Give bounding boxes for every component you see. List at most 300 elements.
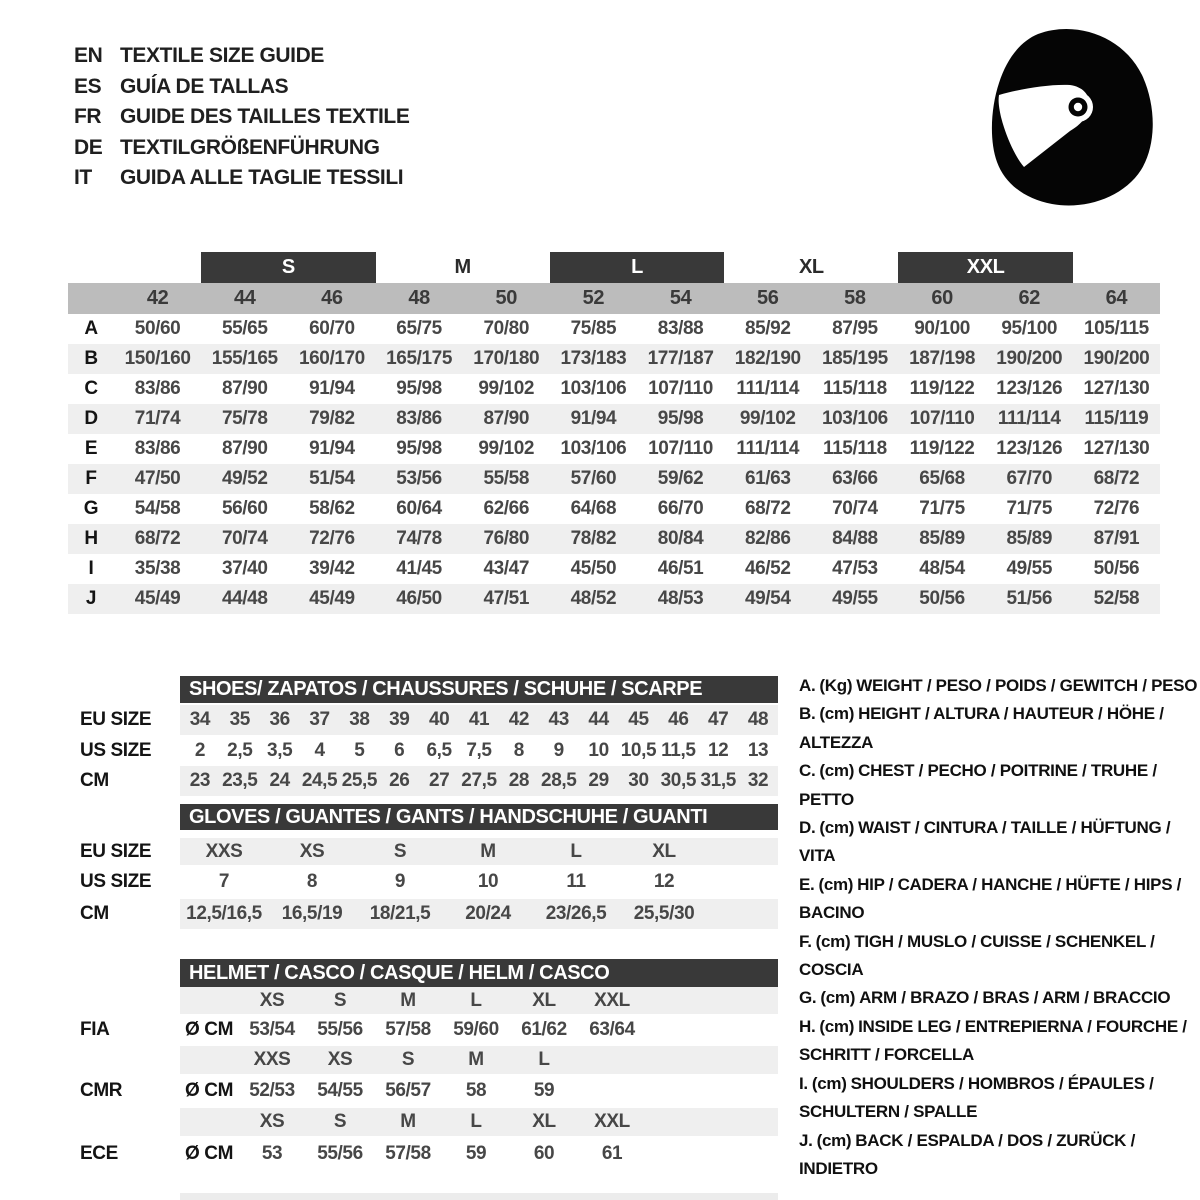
row-label <box>68 1046 180 1074</box>
size-value: 8 <box>513 739 524 761</box>
helmet-size-label: XS <box>327 1049 353 1070</box>
measure-value: 107/110 <box>648 438 713 459</box>
language-row <box>74 41 409 72</box>
legend-text: INSIDE LEG / ENTREPIERNA / FOURCHE / <box>858 1016 1187 1036</box>
helmet-size-value: 58 <box>465 1080 487 1101</box>
helmet-size-label: XL <box>532 1111 556 1132</box>
measure-value: 111/114 <box>736 378 800 399</box>
size-value: 29 <box>588 770 609 791</box>
legend-line <box>799 1041 1200 1069</box>
measure-value: 70/80 <box>483 318 530 339</box>
helmet-size-value: 57/58 <box>385 1019 431 1040</box>
measure-value: 74/78 <box>396 528 442 549</box>
legend-unit: (cm) <box>819 761 855 781</box>
size-value: 12 <box>708 739 729 761</box>
size-value: 10,5 <box>620 739 657 761</box>
size-number: 48 <box>408 287 430 309</box>
size-row <box>68 766 780 796</box>
size-value: 7,5 <box>466 739 492 761</box>
measure-value: 43/47 <box>483 558 530 579</box>
size-value: 42 <box>508 709 530 730</box>
language-title: GUIDA ALLE TAGLIE TESSILI <box>120 166 404 190</box>
size-value: 6 <box>394 739 405 761</box>
measure-value: 107/110 <box>648 378 713 399</box>
measure-value: 115/118 <box>823 438 887 459</box>
measure-value: 65/75 <box>396 318 442 339</box>
helmet-size-label: L <box>538 1049 550 1070</box>
helmet-size-value: 55/56 <box>317 1019 363 1040</box>
diameter-label: Ø CM <box>184 1080 233 1101</box>
legend-line <box>799 672 1200 700</box>
size-number: 44 <box>234 287 256 309</box>
legend-line <box>799 928 1200 985</box>
row-band <box>180 1046 778 1074</box>
helmet-size-value: 57/58 <box>385 1143 431 1164</box>
size-value: 11 <box>566 871 586 892</box>
measure-value: 75/78 <box>221 408 268 429</box>
helmet-size-label: M <box>400 1111 416 1132</box>
measure-value: 99/102 <box>478 438 535 459</box>
measure-value: 71/75 <box>1006 498 1053 519</box>
measure-value: 99/102 <box>739 408 796 429</box>
row-band <box>180 705 778 735</box>
size-value: 4 <box>314 739 325 761</box>
legend-text: CHEST / PECHO / POITRINE / TRUHE / PETTO <box>799 761 1157 809</box>
diameter-label: Ø CM <box>184 1143 233 1164</box>
helmet-values-row <box>68 1136 780 1172</box>
measure-value: 67/70 <box>1006 468 1053 489</box>
helmet-size-label: S <box>333 989 347 1011</box>
measure-value: 48/53 <box>657 588 704 609</box>
helmet-values-row <box>68 1014 780 1046</box>
measure-value: 76/80 <box>483 528 530 549</box>
measure-row-label: H <box>84 528 98 549</box>
measure-value: 70/74 <box>221 528 268 549</box>
measure-value: 63/66 <box>832 468 878 489</box>
size-value: 30 <box>628 770 649 791</box>
measure-value: 58/62 <box>309 498 355 519</box>
helmet-size-value: 59 <box>465 1143 487 1164</box>
size-value: 47 <box>708 709 729 730</box>
measure-value: 85/89 <box>919 528 965 549</box>
measure-value: 150/160 <box>124 348 191 369</box>
size-number-row <box>68 283 1160 314</box>
language-title: TEXTILE SIZE GUIDE <box>120 44 324 67</box>
measure-value: 78/82 <box>570 528 617 549</box>
legend-key: A. <box>799 676 816 695</box>
size-number: 54 <box>669 287 692 309</box>
size-value: 3,5 <box>267 739 293 761</box>
size-number: 56 <box>757 287 779 309</box>
measure-value: 62/66 <box>483 498 530 519</box>
size-value: 24 <box>269 770 290 791</box>
measure-value: 87/95 <box>832 318 878 339</box>
measure-value: 68/72 <box>1093 468 1140 489</box>
size-value: 30,5 <box>660 770 697 791</box>
measure-value: 64/68 <box>570 498 617 519</box>
size-value: 40 <box>428 709 450 730</box>
size-value: 38 <box>349 709 370 730</box>
measure-value: 47/51 <box>483 588 530 609</box>
size-value: 10 <box>477 871 499 892</box>
helmet-size-label: XXL <box>594 989 630 1011</box>
helmet-size-label: L <box>470 989 482 1011</box>
helmet-size-label: S <box>401 1049 415 1070</box>
measure-value: 111/114 <box>736 438 800 459</box>
size-value: 26 <box>389 770 410 791</box>
measure-value: 51/54 <box>309 468 355 489</box>
measure-value: 48/54 <box>919 558 965 579</box>
legend-line <box>799 984 1200 1012</box>
measure-value: 84/88 <box>832 528 878 549</box>
measure-value: 187/198 <box>909 348 976 369</box>
language-row <box>74 163 409 194</box>
measure-row-label: A <box>84 318 98 339</box>
measure-value: 44/48 <box>221 588 268 609</box>
size-group-m: M <box>454 256 471 278</box>
row-band <box>180 766 778 796</box>
measure-value: 123/126 <box>996 378 1063 399</box>
language-title: GUÍA DE TALLAS <box>120 74 289 98</box>
legend-key: C. <box>799 761 816 781</box>
legend-line <box>799 1127 1200 1184</box>
measure-value: 46/51 <box>657 558 704 579</box>
measure-value: 165/175 <box>386 348 453 369</box>
measure-value: 35/38 <box>134 558 181 579</box>
legend-line <box>799 757 1200 814</box>
size-group-l: L <box>550 252 724 283</box>
size-value: 9 <box>553 739 564 761</box>
language-code: DE <box>74 135 103 159</box>
measure-value: 85/89 <box>1006 528 1053 549</box>
legend-text: ARM / BRAZO / BRAS / ARM / BRACCIO <box>859 988 1171 1008</box>
language-title: TEXTILGRÖßENFÜHRUNG <box>120 135 380 159</box>
measure-row <box>68 344 1160 374</box>
measure-value: 50/60 <box>134 318 181 339</box>
row-band <box>180 1074 778 1108</box>
measure-value: 39/42 <box>309 558 355 579</box>
size-value: 37 <box>309 709 330 730</box>
measure-value: 45/50 <box>570 558 617 579</box>
helmet-size-value: 59/60 <box>453 1019 499 1040</box>
language-row <box>74 133 409 164</box>
size-group-s: S <box>201 252 375 283</box>
measure-value: 91/94 <box>309 438 355 459</box>
measure-value: 91/94 <box>309 378 355 399</box>
helmet-size-label: M <box>400 989 416 1011</box>
helmet-size-value: 52/53 <box>249 1080 295 1101</box>
legend-key: B. <box>799 704 816 724</box>
helmet-size-value: 60 <box>533 1143 555 1164</box>
helmet-size-value: 53/54 <box>249 1019 295 1040</box>
size-value: 16,5/19 <box>281 903 343 924</box>
size-value: XL <box>652 840 676 862</box>
row-label: EU SIZE <box>80 840 152 862</box>
measure-value: 107/110 <box>909 408 975 429</box>
legend-key: E. <box>799 874 815 894</box>
legend-line <box>799 700 1200 757</box>
measure-value: 103/106 <box>560 438 627 459</box>
helmet-size-label: M <box>468 1049 484 1070</box>
legend <box>799 672 1200 1183</box>
measure-row-label: G <box>83 498 99 519</box>
measure-value: 177/187 <box>647 348 714 369</box>
size-value: 27 <box>428 770 450 791</box>
measure-row-label: C <box>84 378 98 399</box>
size-value: 7 <box>218 871 230 892</box>
measure-value: 50/56 <box>919 588 965 609</box>
size-value: 48 <box>747 709 769 730</box>
size-value: 24,5 <box>301 770 338 791</box>
language-code: ES <box>74 74 102 98</box>
measure-value: 103/106 <box>560 378 627 399</box>
size-value: 45 <box>628 709 649 730</box>
gloves-size-table <box>68 804 780 929</box>
measure-value: 83/88 <box>657 318 704 339</box>
gloves-section-title: GLOVES / GUANTES / GANTS / HANDSCHUHE / GUANTI <box>180 804 778 830</box>
measure-value: 115/119 <box>1084 408 1149 429</box>
size-number: 62 <box>1018 287 1040 309</box>
size-group-xl: XL <box>798 256 824 278</box>
measure-value: 49/55 <box>832 588 878 609</box>
size-value: 2,5 <box>227 739 253 761</box>
measure-value: 95/98 <box>396 438 442 459</box>
legend-text: WEIGHT / PESO / POIDS / GEWITCH / PESO <box>856 676 1198 695</box>
measure-value: 72/76 <box>1093 498 1140 519</box>
helmet-size-label: XS <box>259 1111 285 1132</box>
size-value: 12,5/16,5 <box>186 903 262 924</box>
measure-value: 51/56 <box>1006 588 1053 609</box>
language-title-block <box>74 41 409 194</box>
measure-value: 111/114 <box>997 408 1061 429</box>
measure-value: 119/122 <box>909 378 975 399</box>
size-number: 60 <box>931 287 953 309</box>
standard-label: ECE <box>80 1143 118 1164</box>
helmet-sizes-row <box>68 987 780 1014</box>
measure-value: 49/55 <box>1006 558 1053 579</box>
measure-value: 71/74 <box>134 408 181 429</box>
measure-value: 55/58 <box>483 468 530 489</box>
measure-value: 95/98 <box>657 408 704 429</box>
size-number: 52 <box>582 287 605 309</box>
measure-value: 160/170 <box>298 348 365 369</box>
measure-value: 49/54 <box>744 588 791 609</box>
helmet-size-label: XXL <box>594 1111 630 1132</box>
size-value: 18/21,5 <box>369 903 431 924</box>
size-value: 39 <box>389 709 410 730</box>
legend-key: D. <box>799 818 816 838</box>
helmet-size-value: 63/64 <box>589 1019 635 1040</box>
measure-value: 90/100 <box>914 318 970 339</box>
measure-value: 49/52 <box>221 468 268 489</box>
legend-key: F. <box>799 931 812 951</box>
size-value: 43 <box>548 709 569 730</box>
measure-value: 37/40 <box>221 558 268 579</box>
measure-row <box>68 404 1160 434</box>
legend-unit: (cm) <box>820 988 856 1008</box>
language-row <box>74 72 409 103</box>
measure-value: 47/53 <box>832 558 878 579</box>
size-value: S <box>393 840 407 862</box>
racing-helmet-svg <box>972 23 1162 206</box>
measure-value: 54/58 <box>134 498 181 519</box>
measure-row <box>68 314 1160 344</box>
measure-value: 61/63 <box>744 468 791 489</box>
legend-unit: (cm) <box>816 1130 852 1150</box>
visor-pivot-core <box>1074 103 1082 111</box>
measure-value: 119/122 <box>909 438 975 459</box>
language-code: FR <box>74 105 102 129</box>
helmet-size-value: 54/55 <box>317 1080 363 1101</box>
measure-value: 85/92 <box>744 318 791 339</box>
legend-line <box>799 871 1200 928</box>
measure-row <box>68 524 1160 554</box>
measure-value: 155/165 <box>211 348 278 369</box>
measure-value: 68/72 <box>744 498 791 519</box>
textile-size-table <box>68 252 1160 614</box>
size-value: 28 <box>508 770 530 791</box>
measure-value: 87/90 <box>221 378 268 399</box>
measure-value: 82/86 <box>744 528 791 549</box>
helmet-section-title: HELMET / CASCO / CASQUE / HELM / CASCO <box>180 959 778 987</box>
legend-line <box>799 1098 1200 1126</box>
racing-helmet-icon <box>972 23 1162 211</box>
legend-unit: (cm) <box>815 931 851 951</box>
measure-value: 91/94 <box>570 408 617 429</box>
size-value: XS <box>299 840 325 862</box>
legend-text: TIGH / MUSLO / CUISSE / SCHENKEL / COSCIA <box>799 931 1155 980</box>
helmet-size-label: XXS <box>253 1049 291 1070</box>
legend-unit: (cm) <box>819 704 855 724</box>
measure-row <box>68 494 1160 524</box>
language-code: EN <box>74 44 103 67</box>
language-code: IT <box>74 166 92 190</box>
size-value: L <box>570 840 582 862</box>
measure-value: 123/126 <box>996 438 1063 459</box>
measure-row-label: I <box>88 558 94 579</box>
size-value: 27,5 <box>461 770 497 791</box>
language-title: GUIDE DES TAILLES TEXTILE <box>120 105 410 129</box>
size-value: 41 <box>468 709 490 730</box>
measure-value: 95/100 <box>1001 318 1058 339</box>
size-value: 2 <box>194 739 206 761</box>
legend-unit: (cm) <box>819 1016 855 1036</box>
measure-value: 127/130 <box>1083 378 1150 399</box>
helmet-size-table <box>68 959 780 1172</box>
row-band <box>180 865 778 899</box>
helmet-sizes-row <box>68 1108 780 1136</box>
legend-text: BACK / ESPALDA / DOS / ZURÜCK / INDIETRO <box>799 1130 1135 1178</box>
measure-value: 45/49 <box>134 588 181 609</box>
helmet-size-value: 59 <box>533 1080 555 1101</box>
size-number: 46 <box>321 287 343 309</box>
measure-value: 127/130 <box>1083 438 1150 459</box>
legend-unit: (cm) <box>811 1073 847 1093</box>
measure-value: 46/52 <box>744 558 791 579</box>
measure-value: 170/180 <box>473 348 540 369</box>
legend-key: G. <box>799 988 817 1008</box>
standard-label: CMR <box>80 1080 123 1101</box>
measure-value: 72/76 <box>309 528 355 549</box>
helmet-size-value: 61 <box>601 1143 623 1164</box>
legend-unit: (Kg) <box>819 676 853 695</box>
measure-value: 83/86 <box>134 438 181 459</box>
measure-value: 45/49 <box>309 588 355 609</box>
size-number: 58 <box>844 287 866 309</box>
helmet-values-row <box>68 1074 780 1108</box>
measure-value: 79/82 <box>309 408 355 429</box>
size-value: 10 <box>588 739 609 761</box>
measure-value: 190/200 <box>1083 348 1150 369</box>
size-value: 13 <box>747 739 769 761</box>
size-value: 9 <box>394 871 406 892</box>
size-value: 8 <box>306 871 318 892</box>
size-row <box>68 735 780 766</box>
measure-value: 83/86 <box>396 408 442 429</box>
measure-value: 50/56 <box>1093 558 1140 579</box>
measure-value: 103/106 <box>821 408 888 429</box>
measure-value: 99/102 <box>478 378 535 399</box>
helmet-sizes-row <box>68 1046 780 1074</box>
measure-value: 83/86 <box>134 378 181 399</box>
language-row <box>74 102 409 133</box>
measure-value: 53/56 <box>396 468 442 489</box>
measure-value: 52/58 <box>1093 588 1140 609</box>
size-value: 34 <box>189 709 211 730</box>
size-row <box>68 865 780 899</box>
row-band <box>180 987 778 1014</box>
row-label <box>68 1108 180 1136</box>
measure-value: 56/60 <box>221 498 268 519</box>
helmet-size-label: L <box>470 1111 482 1132</box>
legend-text: SCHULTERN / SPALLE <box>799 1102 978 1122</box>
size-value: 36 <box>269 709 290 730</box>
measure-value: 87/90 <box>483 408 530 429</box>
measure-value: 80/84 <box>657 528 704 549</box>
size-value: 44 <box>588 709 609 730</box>
measure-value: 48/52 <box>570 588 617 609</box>
helmet-size-value: 61/62 <box>521 1019 567 1040</box>
row-label: EU SIZE <box>80 709 152 730</box>
row-band <box>180 735 778 766</box>
row-band <box>180 838 778 865</box>
measure-value: 59/62 <box>657 468 704 489</box>
measure-value: 105/115 <box>1083 318 1149 339</box>
measure-value: 71/75 <box>919 498 965 519</box>
row-label: CM <box>80 903 109 924</box>
row-label: US SIZE <box>80 871 152 892</box>
legend-text: SCHRITT / FORCELLA <box>799 1045 974 1065</box>
row-band <box>180 1108 778 1136</box>
measure-value: 47/50 <box>134 468 181 489</box>
standard-label: FIA <box>80 1019 110 1040</box>
size-value: 25,5/30 <box>633 903 695 924</box>
helmet-size-value: 55/56 <box>317 1143 363 1164</box>
size-group-xxl: XXL <box>898 252 1072 283</box>
size-value: 23 <box>189 770 211 791</box>
size-group-row <box>68 252 1160 283</box>
size-row <box>68 705 780 735</box>
legend-key: I. <box>799 1073 808 1093</box>
legend-text: HEIGHT / ALTURA / HAUTEUR / HÖHE / ALTEZZA <box>799 704 1164 752</box>
legend-line <box>799 814 1200 871</box>
legend-text: HIP / CADERA / HANCHE / HÜFTE / HIPS / BACINO <box>799 874 1182 923</box>
measure-value: 173/183 <box>560 348 627 369</box>
size-value: 23,5 <box>222 770 258 791</box>
diameter-label: Ø CM <box>184 1019 233 1040</box>
legend-line <box>799 1070 1200 1098</box>
size-value: 25,5 <box>341 770 378 791</box>
